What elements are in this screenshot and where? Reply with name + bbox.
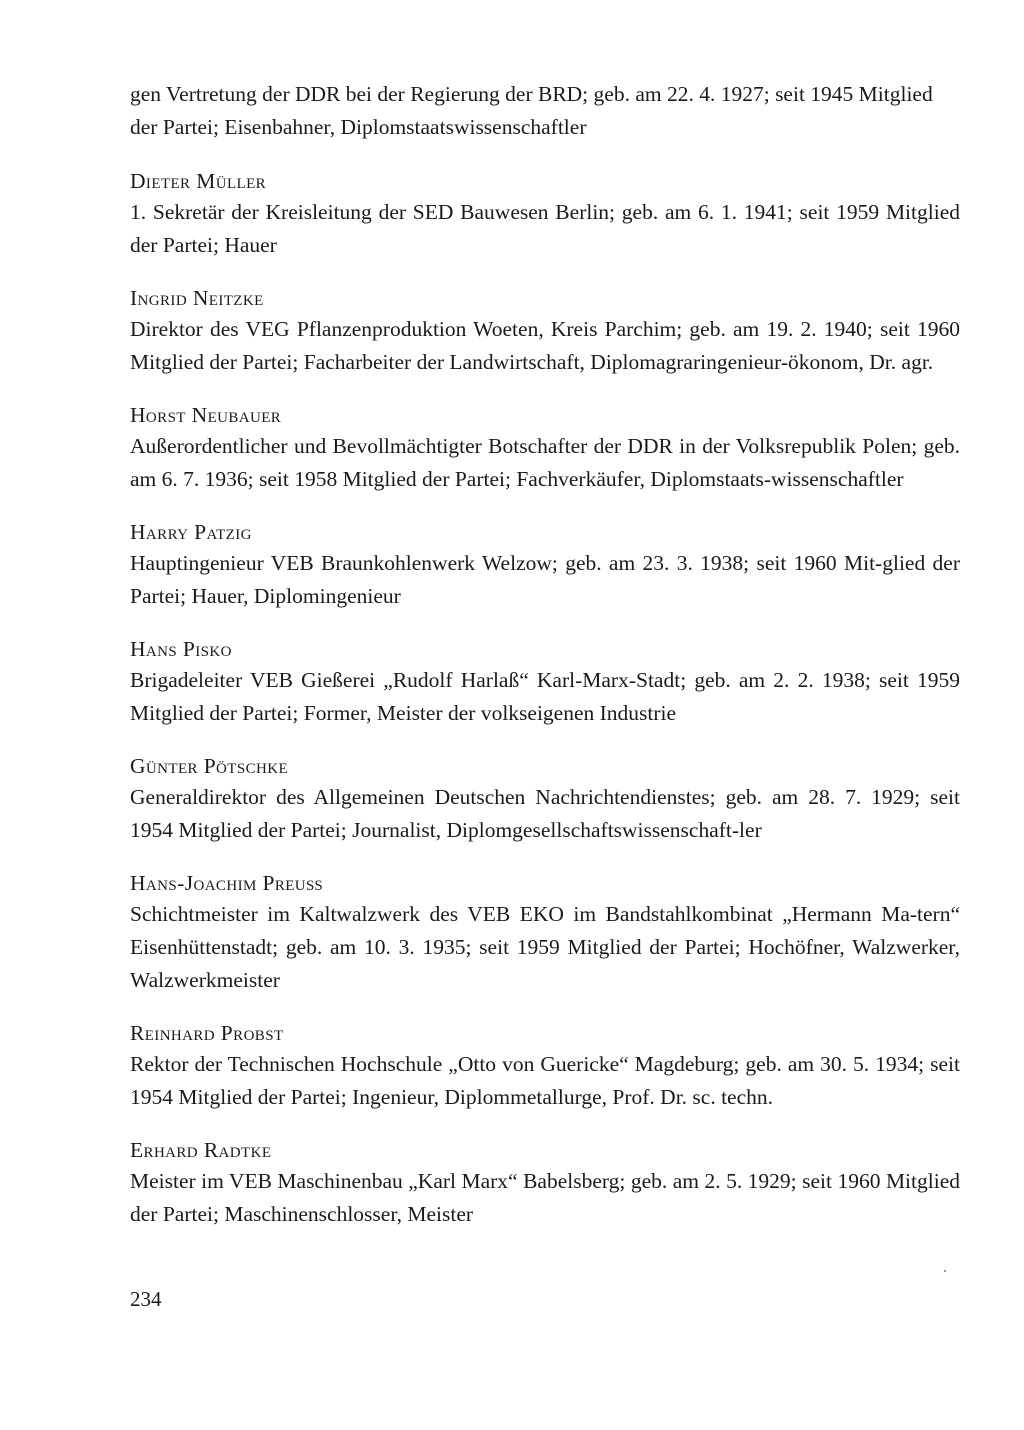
person-biography: Generaldirektor des Allgemeinen Deutschen Nachrichtendienstes; geb. am 28. 7. 1929; seit 1954 Mitglied der Partei; Journalist, Diplomgesellschaftswissenschaft-ler xyxy=(130,785,960,842)
biography-entry xyxy=(130,517,960,613)
biography-entry xyxy=(130,751,960,847)
person-name: Harry Patzig xyxy=(130,520,252,544)
person-biography: Außerordentlicher und Bevollmächtigter Botschafter der DDR in der Volksrepublik Polen; geb. am 6. 7. 1936; seit 1958 Mitglied der Partei; Fachverkäufer, Diplomstaats-wissenschaftler xyxy=(130,434,960,491)
person-name: Dieter Müller xyxy=(130,169,267,193)
biography-entry xyxy=(130,1018,960,1114)
person-biography: Rektor der Technischen Hochschule „Otto von Guericke“ Magdeburg; geb. am 30. 5. 1934; seit 1954 Mitglied der Partei; Ingenieur, Diplommetallurge, Prof. Dr. sc. techn. xyxy=(130,1052,960,1109)
biography-entry xyxy=(130,400,960,496)
continued-entry-text: gen Vertretung der DDR bei der Regierung der BRD; geb. am 22. 4. 1927; seit 1945 Mitglied der Partei; Eisenbahner, Diplomstaatswissenschaftler xyxy=(130,82,933,139)
biography-entry xyxy=(130,1135,960,1231)
biography-entry xyxy=(130,283,960,379)
person-biography: Meister im VEB Maschinenbau „Karl Marx“ Babelsberg; geb. am 2. 5. 1929; seit 1960 Mitglied der Partei; Maschinenschlosser, Meister xyxy=(130,1169,960,1226)
person-biography: Brigadeleiter VEB Gießerei „Rudolf Harlaß“ Karl-Marx-Stadt; geb. am 2. 2. 1938; seit 1959 Mitglied der Partei; Former, Meister der volkseigenen Industrie xyxy=(130,668,960,725)
person-name: Horst Neubauer xyxy=(130,403,282,427)
person-name: Ingrid Neitzke xyxy=(130,286,264,310)
person-biography: Direktor des VEG Pflanzenproduktion Woeten, Kreis Parchim; geb. am 19. 2. 1940; seit 1960 Mitglied der Partei; Facharbeiter der Landwirtschaft, Diplomagraringenieur-ökonom, Dr. agr. xyxy=(130,317,960,374)
biography-entry xyxy=(130,868,960,997)
person-name: Hans-Joachim Preuß xyxy=(130,871,324,895)
page-number: 234 xyxy=(130,1287,162,1311)
person-name: Günter Pötschke xyxy=(130,754,289,778)
person-biography: Schichtmeister im Kaltwalzwerk des VEB EKO im Bandstahlkombinat „Hermann Ma-tern“ Eisenhüttenstadt; geb. am 10. 3. 1935; seit 1959 Mitglied der Partei; Hochöfner, Walzwerker, Walzwerkmeister xyxy=(130,902,960,992)
person-name: Erhard Radtke xyxy=(130,1138,272,1162)
scan-speck xyxy=(944,1270,946,1272)
person-biography: Hauptingenieur VEB Braunkohlenwerk Welzow; geb. am 23. 3. 1938; seit 1960 Mit-glied der Partei; Hauer, Diplomingenieur xyxy=(130,551,960,608)
person-biography: 1. Sekretär der Kreisleitung der SED Bauwesen Berlin; geb. am 6. 1. 1941; seit 1959 Mitglied der Partei; Hauer xyxy=(130,200,960,257)
biography-entry xyxy=(130,634,960,730)
document-page xyxy=(130,78,960,1252)
person-name: Hans Pisko xyxy=(130,637,232,661)
person-name: Reinhard Probst xyxy=(130,1021,284,1045)
biography-entry xyxy=(130,166,960,262)
